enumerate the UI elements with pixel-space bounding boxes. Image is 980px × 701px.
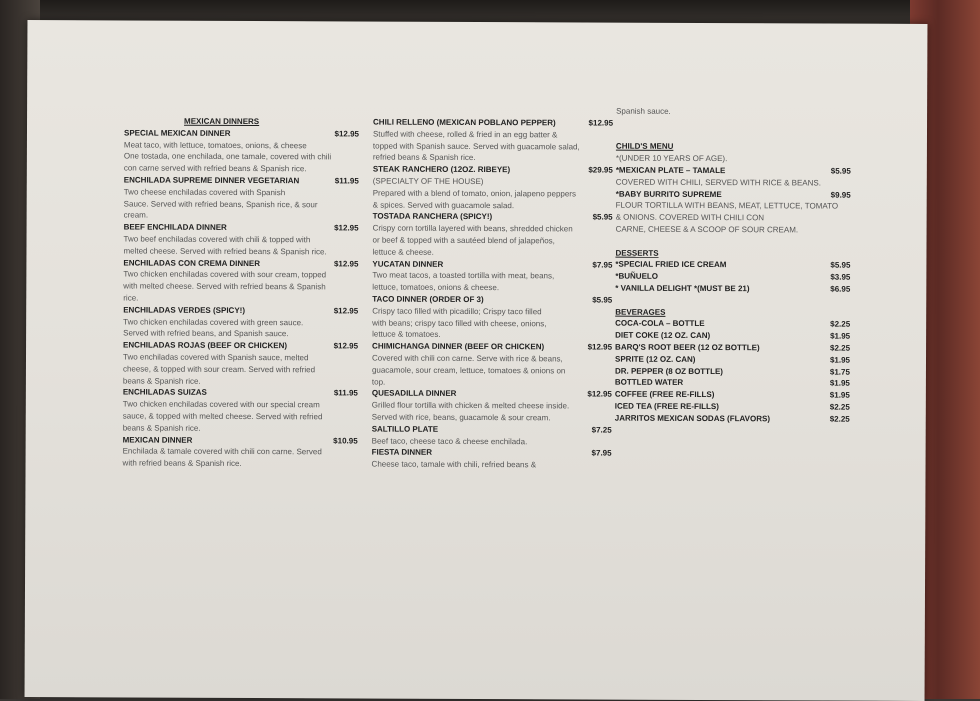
menu-item-price: $11.95 [333, 388, 358, 398]
menu-item [615, 365, 850, 378]
menu-item-description: beans & Spanish rice. [122, 423, 201, 433]
menu-item-description: Prepared with a blend of tomato, onion, jalapeno peppers [372, 188, 576, 199]
menu-item [616, 188, 851, 201]
menu-item-name: SALTILLO PLATE [371, 424, 439, 434]
menu-item [372, 447, 612, 460]
menu-item-price: $2.25 [830, 319, 851, 329]
menu-item [615, 318, 850, 331]
menu-item-description: Served with refried beans, and Spanish sauce. [123, 328, 289, 339]
menu-item-price: $1.75 [829, 367, 850, 377]
menu-item-name: ENCHILADAS CON CREMA DINNER [123, 258, 261, 268]
menu-item [373, 117, 613, 130]
menu-column-specialties [372, 117, 614, 472]
menu-item-description: refried beans & Spanish rice. [372, 152, 476, 163]
menu-item-description: Two beef enchiladas covered with chili & topped with [123, 234, 311, 245]
menu-item-name: JARRITOS MEXICAN SODAS (FLAVORS) [614, 413, 771, 424]
menu-item-name: ICED TEA (FREE RE-FILLS) [614, 401, 719, 411]
menu-item-description: Two meat tacos, a toasted tortilla with meat, beans, [372, 270, 555, 281]
menu-item-description: melted cheese. Served with refried beans & Spanish rice. [123, 246, 327, 257]
menu-item-price: $12.95 [587, 389, 612, 399]
menu-item-price: $2.25 [829, 414, 850, 424]
menu-item-name: *MEXICAN PLATE – TAMALE [615, 165, 726, 176]
menu-item-description: guacamole, sour cream, lettuce, tomatoes & onions on [371, 365, 566, 376]
menu-item-description: beans & Spanish rice. [122, 375, 201, 386]
menu-item-description: cheese, & topped with sour cream. Served with refried [122, 364, 316, 375]
menu-item [615, 330, 850, 343]
menu-item-price: $9.95 [830, 190, 851, 200]
menu-item-name: CHILI RELLENO (MEXICAN POBLANO PEPPER) [373, 117, 556, 128]
menu-item-description: Two chicken enchiladas covered with our special cream [122, 399, 320, 410]
menu-item [124, 174, 359, 187]
menu-item [615, 389, 850, 402]
section-heading: DESSERTS [615, 248, 659, 258]
menu-item-price: $1.95 [829, 378, 850, 388]
menu-item-description: & ONIONS. COVERED WITH CHILI CON [615, 212, 765, 223]
menu-item-price: $12.95 [333, 306, 359, 316]
menu-item [124, 127, 359, 140]
menu-item-description: Served with rice, beans, guacamole & sour cream. [371, 412, 551, 423]
menu-item-name: *BABY BURRITO SUPREME [615, 189, 722, 199]
menu-item-description: Two chicken enchiladas covered with sour cream, topped [123, 269, 327, 280]
spacer [615, 235, 850, 248]
menu-item-price: $2.25 [830, 343, 851, 353]
menu-item-description: COVERED WITH CHILI, SERVED WITH RICE & BEANS. [615, 177, 822, 188]
menu-item-description: Grilled flour tortilla with chicken & melted cheese inside. [371, 400, 570, 411]
menu-item-description: lettuce, tomatoes, onions & cheese. [372, 282, 500, 293]
menu-item-price: $3.95 [830, 272, 851, 282]
spacer [615, 294, 850, 307]
menu-item [373, 211, 613, 224]
menu-item-name: TOSTADA RANCHERA (SPICY!) [372, 211, 493, 222]
menu-item-name: SPECIAL MEXICAN DINNER [123, 128, 231, 138]
menu-item [372, 388, 612, 401]
menu-item-name: COCA-COLA – BOTTLE [615, 318, 705, 329]
menu-item-name: YUCATAN DINNER [372, 259, 444, 269]
menu-item [372, 341, 612, 354]
menu-item-description: One tostada, one enchilada, one tamale, covered with chili [123, 151, 332, 162]
menu-item-description: Crispy taco filled with picadillo; Crispy taco filled [372, 306, 542, 317]
menu-item-description: Stuffed with cheese, rolled & fried in an egg batter & [372, 129, 558, 140]
menu-item-name: BEEF ENCHILADA DINNER [123, 222, 227, 233]
menu-item [123, 434, 358, 447]
menu-item-price: $11.95 [334, 176, 359, 186]
menu-item-price: $12.95 [333, 258, 359, 269]
menu-item-description: with melted cheese. Served with refried beans & Spanish [123, 281, 326, 292]
menu-item-name: SPRITE (12 OZ. CAN) [614, 354, 696, 364]
menu-item-price: $1.95 [830, 331, 851, 341]
menu-item-description: *(UNDER 10 YEARS OF AGE). [615, 153, 728, 164]
menu-item-description: (SPECIALTY OF THE HOUSE) [372, 176, 484, 187]
menu-item-name: ENCHILADA SUPREME DINNER VEGETARIAN [123, 175, 300, 186]
menu-item-description: CARNE, CHEESE & A SCOOP OF SOUR CREAM. [615, 224, 799, 235]
menu-item-name: FIESTA DINNER [371, 447, 433, 458]
menu-item [615, 377, 850, 390]
menu-item-description: FLOUR TORTILLA WITH BEANS, MEAT, LETTUCE, TOMATO [615, 200, 839, 211]
menu-item-description: with beans; crispy taco filled with cheese, onions, [372, 318, 547, 328]
section-heading: CHILD'S MENU [615, 141, 674, 152]
menu-item-name: QUESADILLA DINNER [371, 388, 457, 399]
menu-item-price: $5.95 [592, 295, 613, 305]
menu-item [372, 293, 612, 306]
menu-item-price: $5.95 [592, 212, 613, 222]
menu-item [615, 401, 850, 414]
menu-item-price: $7.25 [591, 425, 612, 435]
section-heading: MEXICAN DINNERS [184, 116, 260, 127]
menu-item [615, 353, 850, 366]
menu-item-description: rice. [123, 293, 139, 303]
menu-item-name: CHIMICHANGA DINNER (BEEF OR CHICKEN) [372, 341, 545, 352]
section-heading: BEVERAGES [615, 307, 666, 317]
menu-item-description: Covered with chili con carne. Serve with rice & beans, [371, 353, 563, 364]
menu-item-description: cream. [123, 210, 149, 220]
menu-item-description: Crispy corn tortilla layered with beans, shredded chicken [372, 223, 573, 234]
menu-item [123, 340, 358, 353]
menu-item-description: lettuce & tomatoes. [372, 329, 441, 340]
menu-item [124, 222, 359, 235]
menu-item-description: & spices. Served with guacamole salad. [372, 200, 515, 210]
menu-item-description: Spanish sauce. [616, 106, 671, 116]
menu-item-price: $12.95 [334, 223, 359, 233]
menu-column-child-desserts-beverages [615, 106, 851, 426]
spacer [616, 129, 851, 142]
menu-item-price: $12.95 [587, 342, 613, 352]
menu-item [616, 165, 851, 178]
menu-item-description: lettuce & cheese. [372, 247, 434, 257]
menu-item [123, 257, 358, 270]
menu-item [615, 259, 850, 272]
menu-item-price: $12.95 [588, 118, 614, 128]
menu-item-price: $5.95 [830, 166, 851, 176]
menu-item-description: Cheese taco, tamale with chili, refried beans & [371, 459, 537, 470]
menu-item-price: $7.95 [592, 260, 613, 270]
menu-item-description: Two chicken enchiladas covered with green sauce. [123, 317, 304, 327]
menu-item-price: $1.95 [829, 390, 850, 400]
menu-item-price: $7.95 [591, 448, 612, 458]
menu-item-description: topped with Spanish sauce. Served with guacamole salad, [372, 141, 580, 152]
menu-item-name: BOTTLED WATER [614, 377, 684, 388]
menu-item [615, 283, 850, 296]
menu-item-description: Beef taco, cheese taco & cheese enchilada. [371, 436, 528, 446]
menu-item-description: Two enchiladas covered with Spanish sauce, melted [122, 352, 309, 363]
menu-item [123, 387, 358, 400]
menu-item-description: Meat taco, with lettuce, tomatoes, onions, & cheese [123, 140, 307, 150]
menu-item [615, 342, 850, 355]
menu-item [373, 164, 613, 177]
menu-item-price: $5.95 [830, 260, 851, 270]
menu-item-price: $12.95 [334, 129, 360, 139]
menu-item-description: or beef & topped with a sautéed blend of jalapeños, [372, 235, 555, 246]
menu-item-name: ENCHILADAS VERDES (SPICY!) [123, 305, 246, 315]
menu-item [123, 304, 358, 317]
menu-item [372, 258, 612, 271]
menu-item [615, 271, 850, 284]
menu-item-name: DIET COKE (12 OZ. CAN) [615, 330, 711, 341]
menu-item-price: $12.95 [333, 341, 359, 351]
menu-item-price: $2.25 [829, 402, 850, 412]
menu-item-name: * VANILLA DELIGHT *(MUST BE 21) [615, 283, 750, 294]
menu-item-name: *BUÑUELO [615, 271, 659, 281]
menu-item [372, 423, 612, 436]
menu-item-price: $29.95 [588, 165, 613, 175]
menu-item-name: BARQ'S ROOT BEER (12 OZ BOTTLE) [615, 342, 760, 353]
menu-item-description: sauce, & topped with melted cheese. Served with refried [122, 411, 323, 422]
menu-item-price: $10.95 [333, 435, 358, 445]
menu-item-description: Two cheese enchiladas covered with Spanish [123, 187, 286, 197]
menu-item-description: Sauce. Served with refried beans, Spanish rice, & sour [123, 199, 318, 209]
menu-item-description: with refried beans & Spanish rice. [122, 458, 242, 469]
menu-item-name: TACO DINNER (ORDER OF 3) [372, 294, 484, 304]
menu-column-mexican-dinners [123, 115, 360, 470]
menu-item [615, 412, 850, 425]
menu-item-name: MEXICAN DINNER [122, 434, 193, 445]
menu-item-description: con carne served with refried beans & Spanish rice. [123, 163, 307, 174]
menu-item-description: Enchilada & tamale covered with chili con carne. Served [122, 446, 322, 457]
menu-item-name: COFFEE (FREE RE-FILLS) [614, 389, 715, 400]
menu-item-description: top. [371, 377, 386, 387]
menu-page [25, 20, 928, 701]
menu-item-name: ENCHILADAS ROJAS (BEEF OR CHICKEN) [123, 340, 288, 351]
spacer [616, 117, 851, 130]
menu-item-price: $6.95 [830, 284, 851, 294]
menu-item-name: STEAK RANCHERO (12OZ. RIBEYE) [372, 164, 511, 175]
menu-item-price: $1.95 [829, 355, 851, 365]
menu-item-name: ENCHILADAS SUIZAS [122, 387, 207, 398]
menu-item-name: *SPECIAL FRIED ICE CREAM [615, 259, 727, 270]
menu-item-name: DR. PEPPER (8 OZ BOTTLE) [614, 366, 723, 376]
